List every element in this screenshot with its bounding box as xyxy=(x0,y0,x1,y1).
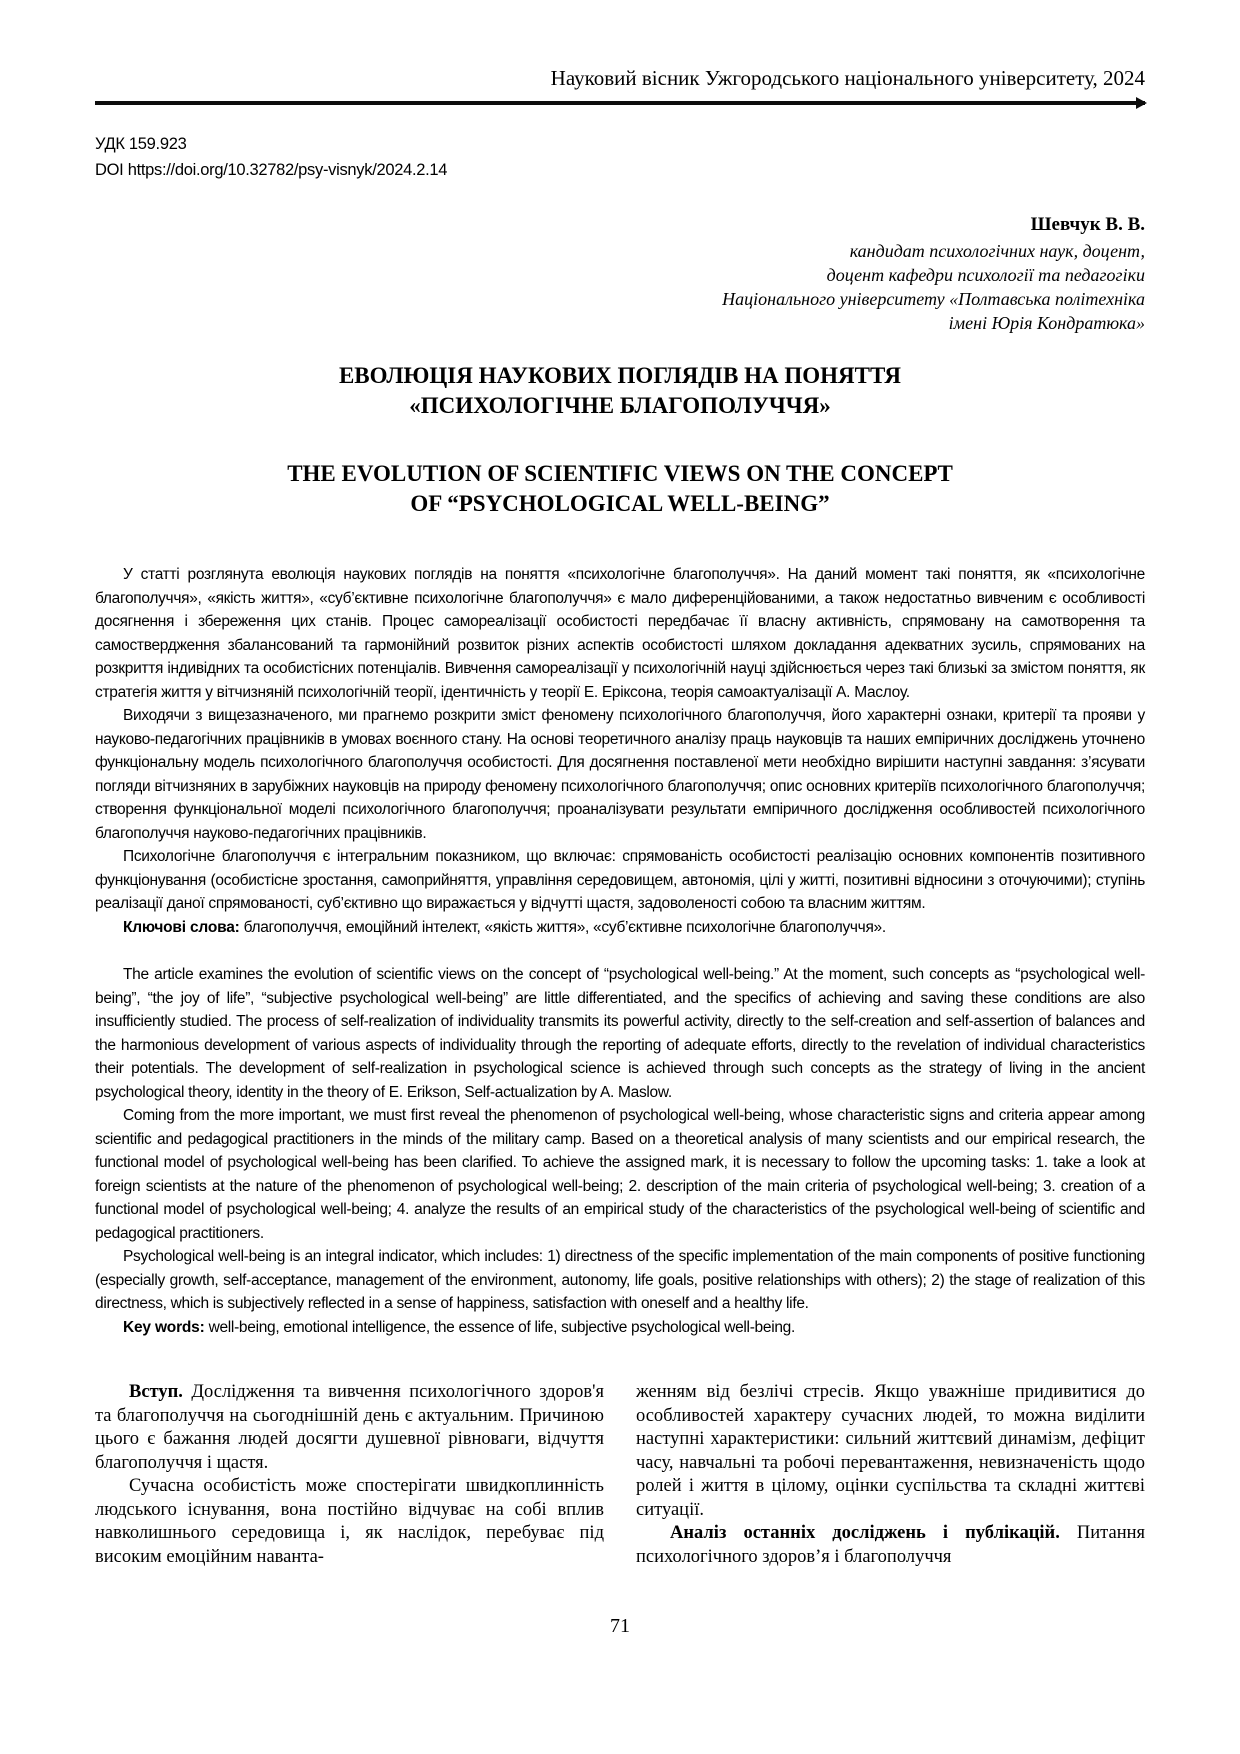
udc-number: УДК 159.923 xyxy=(95,135,187,153)
title-uk-line1: ЕВОЛЮЦІЯ НАУКОВИХ ПОГЛЯДІВ НА ПОНЯТТЯ xyxy=(338,363,902,388)
keywords-uk-label: Ключові слова: xyxy=(123,918,240,936)
title-en-line1: THE EVOLUTION OF SCIENTIFIC VIEWS ON THE CONCEPT xyxy=(287,461,953,486)
title-uk-line2: «ПСИХОЛОГІЧНЕ БЛАГОПОЛУЧЧЯ» xyxy=(409,393,831,418)
intro-heading: Вступ. xyxy=(129,1382,183,1402)
abstract-uk-paragraph: Психологічне благополуччя є інтегральним показником, що включає: спрямованість особистості реалізацію основних компонентів позитивного функціонування (особистісне зростання, самоприйняття, управління середовищем, автономія, цілі у житті, позитивні відносини з оточуючими); ступінь реалізації даної спрямованості, суб’єктивно що виражається у відчутті щастя, задоволеності собою та власним життям. xyxy=(95,848,1145,912)
article-title-en xyxy=(95,459,1145,519)
abstract-en-paragraph: Coming from the more important, we must first reveal the phenomenon of psychological well-being, whose characteristic signs and criteria appear among scientific and pedagogical practitioners in the minds of the military camp. Based on a theoretical analysis of many scientists and our empirical research, the functional model of psychological well-being has been clarified. To achieve the assigned mark, it is necessary to follow the upcoming tasks: 1. take a look at foreign scientists at the nature of the phenomenon of psychological well-being; 2. description of the main criteria of psychological well-being; 3. creation of a functional model of psychological well-being; 4. analyze the results of an empirical study of the characteristics of the psychological well-being of scientific and pedagogical practitioners. xyxy=(95,1107,1145,1242)
article-meta xyxy=(95,131,1145,183)
keywords-en-label: Key words: xyxy=(123,1318,205,1336)
abstract-en xyxy=(95,963,1145,1339)
body-paragraph: Сучасна особистість може спостерігати швидкоплинність людського існування, вона постійно відчуває на собі вплив навколишнього середовища і, як наслідок, перебуває під високим емоційним наванта- xyxy=(95,1476,604,1567)
journal-title: Науковий вісник Ужгородського національного університету, 2024 xyxy=(550,66,1145,90)
keywords-en-text: well-being, emotional intelligence, the essence of life, subjective psychological well-being. xyxy=(204,1318,795,1336)
author-position: доцент кафедри психології та педагогіки xyxy=(826,265,1145,285)
keywords-uk-text: благополуччя, емоційний інтелект, «якість життя», «суб’єктивне психологічне благополуччя». xyxy=(239,918,886,936)
keywords-en xyxy=(95,1316,1145,1340)
body-column-right xyxy=(636,1381,1145,1569)
body-paragraph-analysis: Аналіз останніх досліджень і публікацій. Питання психологічного здоров’я і благополуччя xyxy=(636,1523,1146,1567)
analysis-heading: Аналіз останніх досліджень і публікацій. xyxy=(670,1523,1060,1543)
header-rule xyxy=(95,101,1145,105)
author-block xyxy=(95,213,1145,335)
body-column-left xyxy=(95,1381,604,1569)
body-paragraph-continued: женням від безлічі стресів. Якщо уважніше придивитися до особливостей характеру сучасних людей, то можна виділити наступні характеристики: сильний життєвий динамізм, дефіцит часу, навчальні та робочі перевантаження, невизначеність щодо ролей і життя в цілому, оцінки суспільства та складні життєві ситуації. xyxy=(636,1382,1145,1520)
abstract-en-paragraph: Psychological well-being is an integral indicator, which includes: 1) directness of the specific implementation of the main components of positive functioning (especially growth, self-acceptance, management of the environment, autonomy, life goals, positive relationships with others); 2) the stage of realization of this directness, which is subjectively reflected in a sense of happiness, satisfaction with oneself and a healthy life. xyxy=(95,1248,1145,1312)
abstract-en-paragraph: The article examines the evolution of scientific views on the concept of “psychological well-being.” At the moment, such concepts as “psychological well-being”, “the joy of life”, “subjective psychological well-being” are little differentiated, and the specifics of achieving and saving these conditions are also insufficiently studied. The process of self-realization of individuality transmits its powerful activity, directly to the self-creation and self-assertion of balances and the harmonious development of various aspects of individuality through the reporting of adequate efforts, directly to the revelation of individual characteristics their potentials. The development of self-realization in psychological science is achieved through such concepts as the strategy of living in the ancient psychological theory, identity in the theory of E. Erikson, Self-actualization by A. Maslow. xyxy=(95,966,1145,1101)
page-number: 71 xyxy=(610,1615,630,1637)
doi-line: DOI https://doi.org/10.32782/psy-visnyk/2024.2.14 xyxy=(95,161,448,179)
page-header xyxy=(95,66,1145,105)
abstract-uk-paragraph: Виходячи з вищезазначеного, ми прагнемо розкрити зміст феномену психологічного благополуччя, його характерні ознаки, критерії та прояви у науково-педагогічних працівників в умовах воєнного стану. На основі теоретичного аналізу праць науковців та наших емпіричних досліджень уточнено функціональну модель психологічного благополуччя особистості. Для досягнення поставленої мети необхідно вирішити наступні завдання: з’ясувати погляди вітчизняних в зарубіжних науковців на природу феномену психологічного благополуччя; опис основних критеріїв психологічного благополуччя; створення функціональної моделі психологічного благополуччя; проаналізувати результати емпіричного дослідження особливостей психологічного благополуччя науково-педагогічних працівників. xyxy=(95,707,1145,842)
author-university-2: імені Юрія Кондратюка» xyxy=(948,313,1145,333)
author-degree: кандидат психологічних наук, доцент, xyxy=(849,241,1145,261)
author-university-1: Національного університету «Полтавська політехніка xyxy=(722,289,1145,309)
keywords-uk xyxy=(95,916,1145,940)
article-title-uk xyxy=(95,361,1145,421)
abstract-uk-paragraph: У статті розглянута еволюція наукових поглядів на поняття «психологічне благополуччя». На даний момент такі поняття, як «психологічне благополуччя», «якість життя», «суб’єктивне психологічне благополуччя» є мало диференційованими, а також недостатньо вивченим є особливості досягнення і збереження цих станів. Процес самореалізації особистості передбачає її власну активність, спрямовану на самотворення та самоствердження збалансований та гармонійний розвиток різних аспектів особистості шляхом докладання адекватних зусиль, спрямованих на розкриття індивідних та особистісних потенціалів. Вивчення самореалізації у психологічній науці здійснюється через такі близькі за змістом поняття, як стратегія життя у вітчизняній психологічній теорії, ідентичність у теорії Е. Еріксона, теорія самоактуалізації А. Маслоу. xyxy=(95,566,1145,701)
abstract-uk xyxy=(95,563,1145,939)
author-name: Шевчук В. В. xyxy=(1030,214,1145,235)
body-paragraph-intro: Вступ. Дослідження та вивчення психологічного здоров'я та благополуччя на сьогоднішній день є актуальним. Причиною цього є бажання людей досягти душевної рівноваги, відчуття благополуччя і щастя. xyxy=(95,1382,604,1473)
title-en-line2: OF “PSYCHOLOGICAL WELL-BEING” xyxy=(410,491,830,516)
body-columns xyxy=(95,1381,1145,1569)
